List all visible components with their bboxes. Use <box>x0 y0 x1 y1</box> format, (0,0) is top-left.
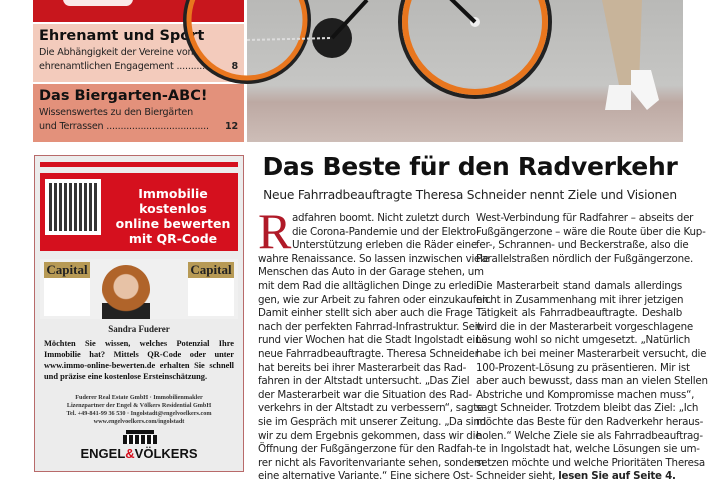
article-text: Schneider sieht, <box>476 470 556 483</box>
ad-qr-banner <box>40 173 238 251</box>
article-line: te in Ingolstadt hat, welche Lösungen sie um- <box>476 443 700 456</box>
article-last-line <box>476 470 682 484</box>
article-line: Parallelstraßen nördlich der Fußgängerzone. <box>476 252 693 265</box>
toc-page: 12 <box>225 120 238 132</box>
toc-title: Das Biergarten-ABC! <box>39 88 208 104</box>
toc-desc: und Terrassen .................................... <box>39 120 209 132</box>
toc-title: Ehrenamt und Sport <box>39 28 205 44</box>
capital-badge: Capital <box>44 262 90 316</box>
ad-body: Möchten Sie wissen, welches Potenzial Ihre Immobilie hat? Mittels QR-Code oder unter www.immo-online-bewerten.de erhalten Sie schnell und präzise eine kostenlose Ersteinschätzung. <box>44 339 234 381</box>
article-line: 100-Prozent-Lösung zu präsentieren. Mir ist <box>476 361 690 374</box>
toc-desc: Die Abhängigkeit der Vereine vom <box>39 47 197 58</box>
article-line: eine alternative Variante.“ Eine sichere Ost- <box>258 470 473 483</box>
top-red-banner <box>33 0 244 22</box>
article-line: fer-, Schrannen- und Beckerstraße, also die <box>476 239 689 252</box>
article-line: die Corona-Pandemie und der Elektro- <box>292 225 480 238</box>
article-line: fahren in der Altstadt untersucht. „Das Ziel <box>258 375 470 388</box>
banner-badge <box>63 0 133 6</box>
article-line: rund vier Wochen hat die Stadt Ingolstadt eine <box>258 334 488 347</box>
ad-contact: Lizenzpartner der Engel & Völkers Residential GmbH <box>66 402 212 409</box>
article-line: Menschen das Auto in der Garage stehen, um <box>258 266 484 279</box>
article-line: Lösung wohl so nicht umgesetzt. „Natürlich <box>476 334 690 347</box>
engel-voelkers-logo: ENGEL&VÖLKERS <box>80 446 198 461</box>
article-line: möchte das Beste für den Radverkehr heraus- <box>476 415 704 428</box>
agent-name: Sandra Fuderer <box>108 324 170 334</box>
article-line: wir zu dem Ergebnis gekommen, dass wir die <box>258 429 482 442</box>
article-line: nicht in Zusammenhang mit ihrer jetzigen <box>476 293 684 306</box>
ad-headline: mit QR-Code <box>128 231 218 246</box>
article-line: Damit einher stellt sich aber auch die Frage <box>258 307 473 320</box>
article-line: nach der perfekten Fahrrad-Infrastruktur. Seit <box>258 320 482 333</box>
article-line: hat bereits bei ihrer Masterarbeit das Rad- <box>258 361 467 374</box>
real-estate-ad[interactable] <box>34 155 244 472</box>
article-title: Das Beste für den Radverkehr <box>262 152 678 181</box>
ad-headline: Immobilie kostenlos <box>138 186 208 216</box>
article-column-2 <box>476 212 708 484</box>
article-line: Öffnung der Fußgängerzone für den Radfah- <box>258 443 476 456</box>
article-column-1 <box>258 212 492 484</box>
bicycle-photo <box>247 0 683 142</box>
toc-desc: ehrenamtlichen Engagement .............. <box>39 60 217 72</box>
article-line: gen, wie zur Arbeit zu fahren oder einzukaufen. <box>258 293 492 306</box>
article-line: Unterstützung erleben die Räder eine <box>292 239 478 252</box>
article-subtitle: Neue Fahrradbeauftragte Theresa Schneider nennt Ziele und Visionen <box>263 188 677 202</box>
article-line: holen.“ Welche Ziele sie als Fahrradbeauftrag- <box>476 429 703 442</box>
article-line: der Masterarbeit war die Situation des Rad- <box>258 388 472 401</box>
article-line: Abstriche und Kompromisse machen muss“, <box>476 388 695 401</box>
page-reference[interactable]: lesen Sie auf Seite 4. <box>558 470 676 483</box>
paragraph-gap <box>476 266 682 280</box>
article-line: aber auch bewusst, dass man an vielen Stellen <box>476 375 708 388</box>
house-logo-icon <box>123 430 157 444</box>
article-line: Fußgängerzone – wäre die Route über die Kup- <box>476 225 706 238</box>
article-line: wird die in der Masterarbeit vorgeschlagene <box>476 320 693 333</box>
toc-item-biergarten[interactable] <box>33 84 244 142</box>
article-line: rer nicht als Favoritenvariante sehen, sondern <box>258 456 484 469</box>
article-line: West-Verbindung für Radfahrer – abseits der <box>476 212 694 224</box>
qr-code-icon[interactable] <box>45 179 101 235</box>
article-line: wahre Renaissance. So lassen inzwischen viele <box>258 252 489 265</box>
agent-portrait <box>102 265 150 319</box>
capital-badge: Capital <box>188 262 234 316</box>
toc-page: 8 <box>231 60 238 72</box>
article-line: Tätigkeit als Fahrradbeauftragte. Deshalb <box>476 307 682 320</box>
article-line: neue Fahrradbeauftragte. Theresa Schneider <box>258 347 479 360</box>
article-line: adfahren boomt. Nicht zuletzt durch <box>292 212 470 224</box>
article-line: setzen möchte und welche Prioritäten Theresa <box>476 456 705 469</box>
article-line: Die Masterarbeit stand damals allerdings <box>476 279 682 292</box>
ad-headline: online bewerten <box>115 216 231 231</box>
ad-photo-strip <box>40 259 238 319</box>
ad-contact[interactable]: www.engelvoelkers.com/ingolstadt <box>93 418 185 425</box>
article-line: sagt Schneider. Trotzdem bleibt das Ziel: „Ich <box>476 402 699 415</box>
ad-contact[interactable]: Tel. +49-841-99 36 530 · Ingolstadt@engelvoelkers.com <box>66 410 212 417</box>
article-line: verkehrs in der Altstadt zu verbessern“, sagte <box>258 402 484 415</box>
drop-cap: R <box>258 203 292 259</box>
ad-top-bar <box>40 162 238 167</box>
ad-contact: Fuderer Real Estate GmbH · Immobilienmakler <box>75 394 203 401</box>
article-line: habe ich bei meiner Masterarbeit versucht, die <box>476 347 707 360</box>
article-line: sie im Gespräch mit unserer Zeitung. „Da sind <box>258 415 486 428</box>
toc-desc: Wissenswertes zu den Biergärten <box>39 107 193 118</box>
article-line: mit dem Rad die alltäglichen Dinge zu erledi- <box>258 279 480 292</box>
